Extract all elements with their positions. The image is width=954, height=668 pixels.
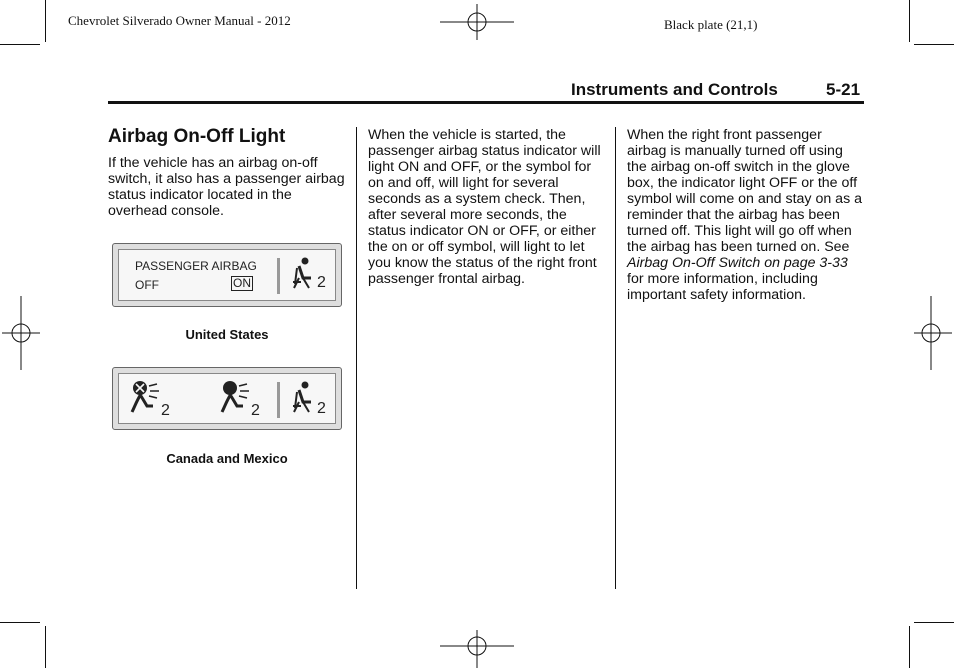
page-number: 5-21 [826,80,861,99]
status-check-paragraph: When the vehicle is started, the passenger airbag status indicator will light ON and OFF, or the symbol for on and off, will light for several seconds as a system check. Then, after several more seconds, the status indicator ON or OFF, or either the on or off symbol, will light to let you know the status of the right front passenger frontal airbag. [368,127,601,287]
manual-title: Chevrolet Silverado Owner Manual - 2012 [68,13,291,28]
caption-canada-mexico: Canada and Mexico [166,451,288,466]
paragraph-text: When the right front passenger airbag is manually turned off using the airbag on-off switch in the glove box, the indicator light OFF or the off symbol will come on and stay on as a reminder that the airbag has been turned off. This light will go off when the airbag has been turned on. See [627,127,862,255]
passenger-seat-icon [289,256,315,290]
paragraph-text: for more information, including important safety information. [627,271,818,303]
panel-divider [277,382,280,418]
passenger-airbag-label: PASSENGER AIRBAG [135,259,257,273]
registration-mark-icon [912,296,952,370]
seat-number: 2 [317,274,326,291]
on-label: ON [233,276,251,290]
crop-mark-icon [0,44,40,45]
column-divider [615,127,616,589]
registration-mark-icon [2,296,42,370]
airbag-off-icon [127,378,163,416]
airbag-on-icon [217,378,253,416]
crop-mark-icon [0,622,40,623]
seat-number: 2 [161,402,170,419]
crop-mark-icon [909,0,910,42]
crop-mark-icon [45,0,46,42]
registration-mark-icon [440,4,514,44]
crop-mark-icon [914,44,954,45]
caption-united-states: United States [185,327,269,342]
panel-divider [277,258,280,294]
passenger-seat-icon [289,380,315,414]
seat-number: 2 [251,402,260,419]
ca-mx-indicator-panel [112,367,342,430]
crop-mark-icon [909,626,910,668]
intro-paragraph: If the vehicle has an airbag on-off switch, it also has a passenger airbag status indicator located in the overhead console. [108,155,345,219]
column-divider [356,127,357,589]
seat-number: 2 [317,400,326,417]
header-rule [108,101,864,104]
manual-off-paragraph [627,127,863,303]
cross-reference-link[interactable]: Airbag On-Off Switch on page 3-33 [627,255,848,271]
article-title: Airbag On-Off Light [108,126,286,147]
crop-mark-icon [914,622,954,623]
plate-label: Black plate (21,1) [664,17,758,32]
off-label: OFF [135,278,159,292]
registration-mark-icon [440,628,514,668]
crop-mark-icon [45,626,46,668]
section-title: Instruments and Controls [571,80,778,99]
us-indicator-panel [112,243,342,307]
